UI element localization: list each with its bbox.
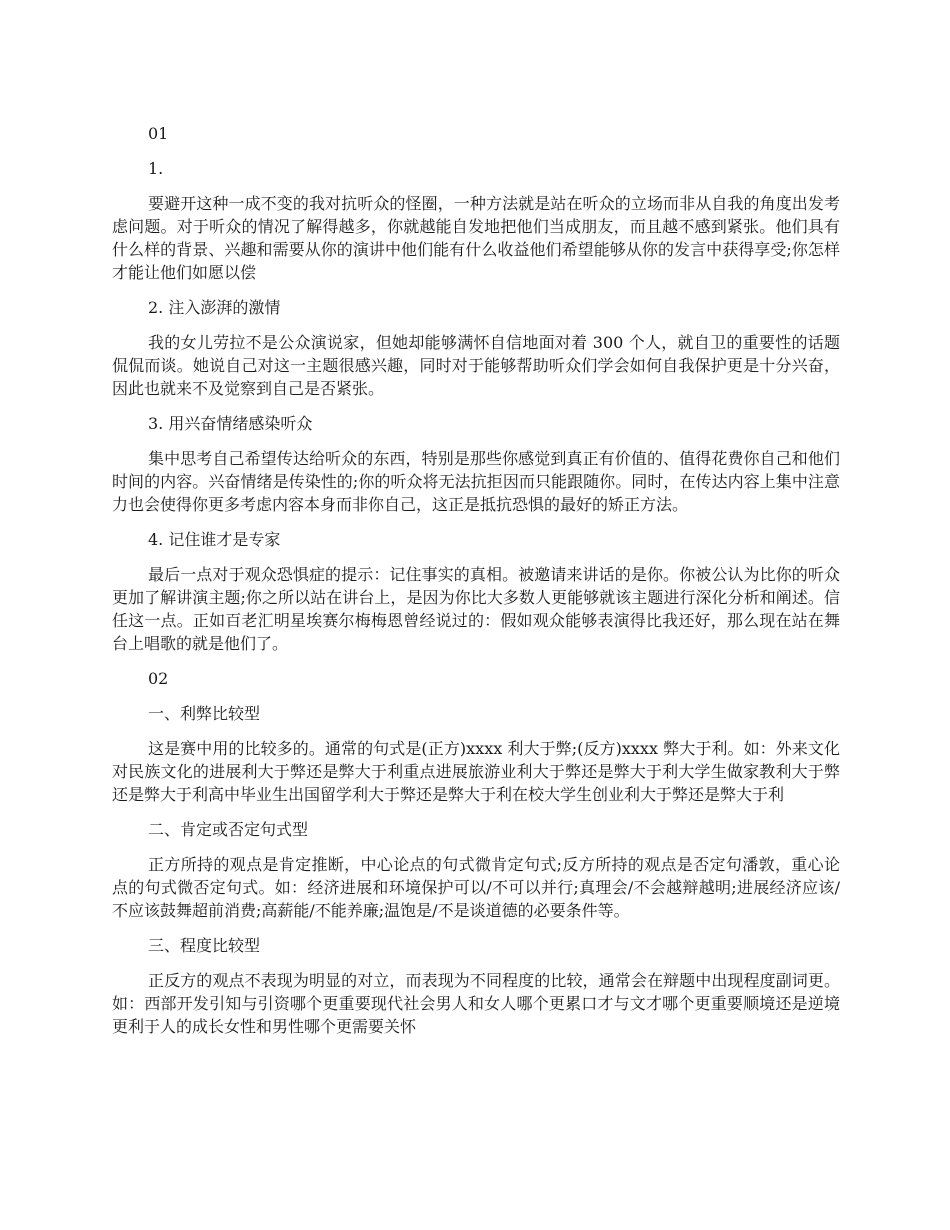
item-heading: 一、利弊比较型 bbox=[148, 704, 261, 723]
item-heading: 二、肯定或否定句式型 bbox=[148, 820, 309, 839]
paragraph: 正方所持的观点是肯定推断，中心论点的句式微肯定句式;反方所持的观点是否定句潘敦，重心论点的句式微否定句式。如：经济进展和环境保护可以/不可以并行;真理会/不会越辩越明;进展经济应该/不应该鼓舞超前消费;高薪能/不能养廉;温饱是/不是谈道德的必要条件等。 bbox=[112, 855, 840, 920]
paragraph: 集中思考自己希望传达给听众的东西，特别是那些你感觉到真正有价值的、值得花费你自己和他们时间的内容。兴奋情绪是传染性的;你的听众将无法抗拒因而只能跟随你。同时，在传达内容上集中注意力也会使得你更多考虑内容本身而非你自己，这正是抵抗恐惧的最好的矫正方法。 bbox=[112, 449, 840, 514]
paragraph: 最后一点对于观众恐惧症的提示：记住事实的真相。被邀请来讲话的是你。你被公认为比你的听众更加了解讲演主题;你之所以站在讲台上，是因为你比大多数人更能够就该主题进行深化分析和阐述。信任这一点。正如百老汇明星埃赛尔梅梅恩曾经说过的：假如观众能够表演得比我还好，那么现在站在舞台上唱歌的就是他们了。 bbox=[112, 565, 840, 653]
document-body bbox=[112, 122, 840, 1050]
section-number: 01 bbox=[148, 124, 169, 143]
paragraph: 要避开这种一成不变的我对抗听众的怪圈，一种方法就是站在听众的立场而非从自我的角度出发考虑问题。对于听众的情况了解得越多，你就越能自发地把他们当成朋友，而且越不感到紧张。他们具有什么样的背景、兴趣和需要从你的演讲中他们能有什么收益他们希望能够从你的发言中获得享受;你怎样才能让他们如愿以偿 bbox=[112, 194, 840, 282]
paragraph: 正反方的观点不表现为明显的对立，而表现为不同程度的比较，通常会在辩题中出现程度副词更。如：西部开发引知与引资哪个更重要现代社会男人和女人哪个更累口才与文才哪个更重要顺境还是逆境更利于人的成长女性和男性哪个更需要关怀 bbox=[112, 971, 840, 1036]
section-number: 02 bbox=[148, 669, 169, 688]
item-heading: 3. 用兴奋情绪感染听众 bbox=[148, 414, 313, 433]
item-heading: 2. 注入澎湃的激情 bbox=[148, 298, 281, 317]
item-heading: 4. 记住谁才是专家 bbox=[148, 530, 281, 549]
item-heading: 三、程度比较型 bbox=[148, 936, 261, 955]
paragraph: 我的女儿劳拉不是公众演说家，但她却能够满怀自信地面对着 300 个人，就自卫的重要性的话题侃侃而谈。她说自己对这一主题很感兴趣，同时对于能够帮助听众们学会如何自我保护更是十分兴奋，因此也就来不及觉察到自己是否紧张。 bbox=[112, 333, 840, 398]
item-heading: 1. bbox=[148, 159, 164, 178]
paragraph: 这是赛中用的比较多的。通常的句式是(正方)xxxx 利大于弊;(反方)xxxx 弊大于利。如：外来文化对民族文化的进展利大于弊还是弊大于利重点进展旅游业利大于弊还是弊大于利大学生做家教利大于弊还是弊大于利高中毕业生出国留学利大于弊还是弊大于利在校大学生创业利大于弊还是弊大于利 bbox=[112, 739, 840, 804]
